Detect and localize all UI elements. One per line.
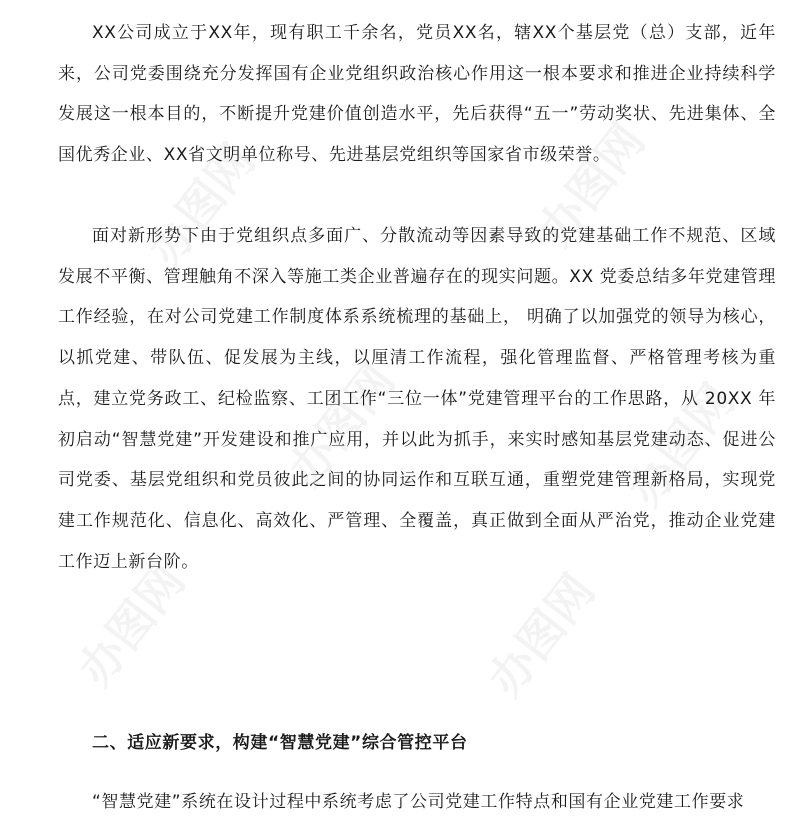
paragraph-problem-statement: 面对新形势下由于党组织点多面广、分散流动等因素导致的党建基础工作不规范、区域发展不平衡、管理触角不深入等施工类企业普遍存在的现实问题。XX 党委总结多年党建管理工作经验，在对公司党建工作制度体系系统梳理的基础上， 明确了以加强党的领导为核心，以抓党建、带队伍、促发展为主线，以厘清工作流程，强化管理监督、严格管理考核为重点，建立党务政工、纪检监察、工团工作“三位一体”党建管理平台的工作思路，从 20XX 年初启动“智慧党建”开发建设和推广应用，并以此为抓手，来实时感知基层党建动态、促进公司党委、基层党组织和党员彼此之间的协同运作和互联互通，重塑党建管理新格局，实现党建工作规范化、信息化、高效化、严管理、全覆盖，真正做到全面从严治党，推动企业党建工作迈上新台阶。 — [58, 226, 776, 572]
paragraph-company-intro: XX公司成立于XX年，现有职工千余名，党员XX名，辖XX个基层党（总）支部，近年来，公司党委围绕充分发挥国有企业党组织政治核心作用这一根本要求和推进企业持续科学发展这一根本目的，不断提升党建价值创造水平，先后获得“五一”劳动奖状、先进集体、全国优秀企业、XX省文明单位称号、先进基层党组织等国家省市级荣誉。 — [58, 23, 776, 166]
section-heading: 二、适应新要求，构建“智慧党建”综合管控平台 — [92, 733, 468, 753]
paragraph-platform-design: “智慧党建”系统在设计过程中系统考虑了公司党建工作特点和国有企业党建工作要求 — [92, 792, 745, 812]
